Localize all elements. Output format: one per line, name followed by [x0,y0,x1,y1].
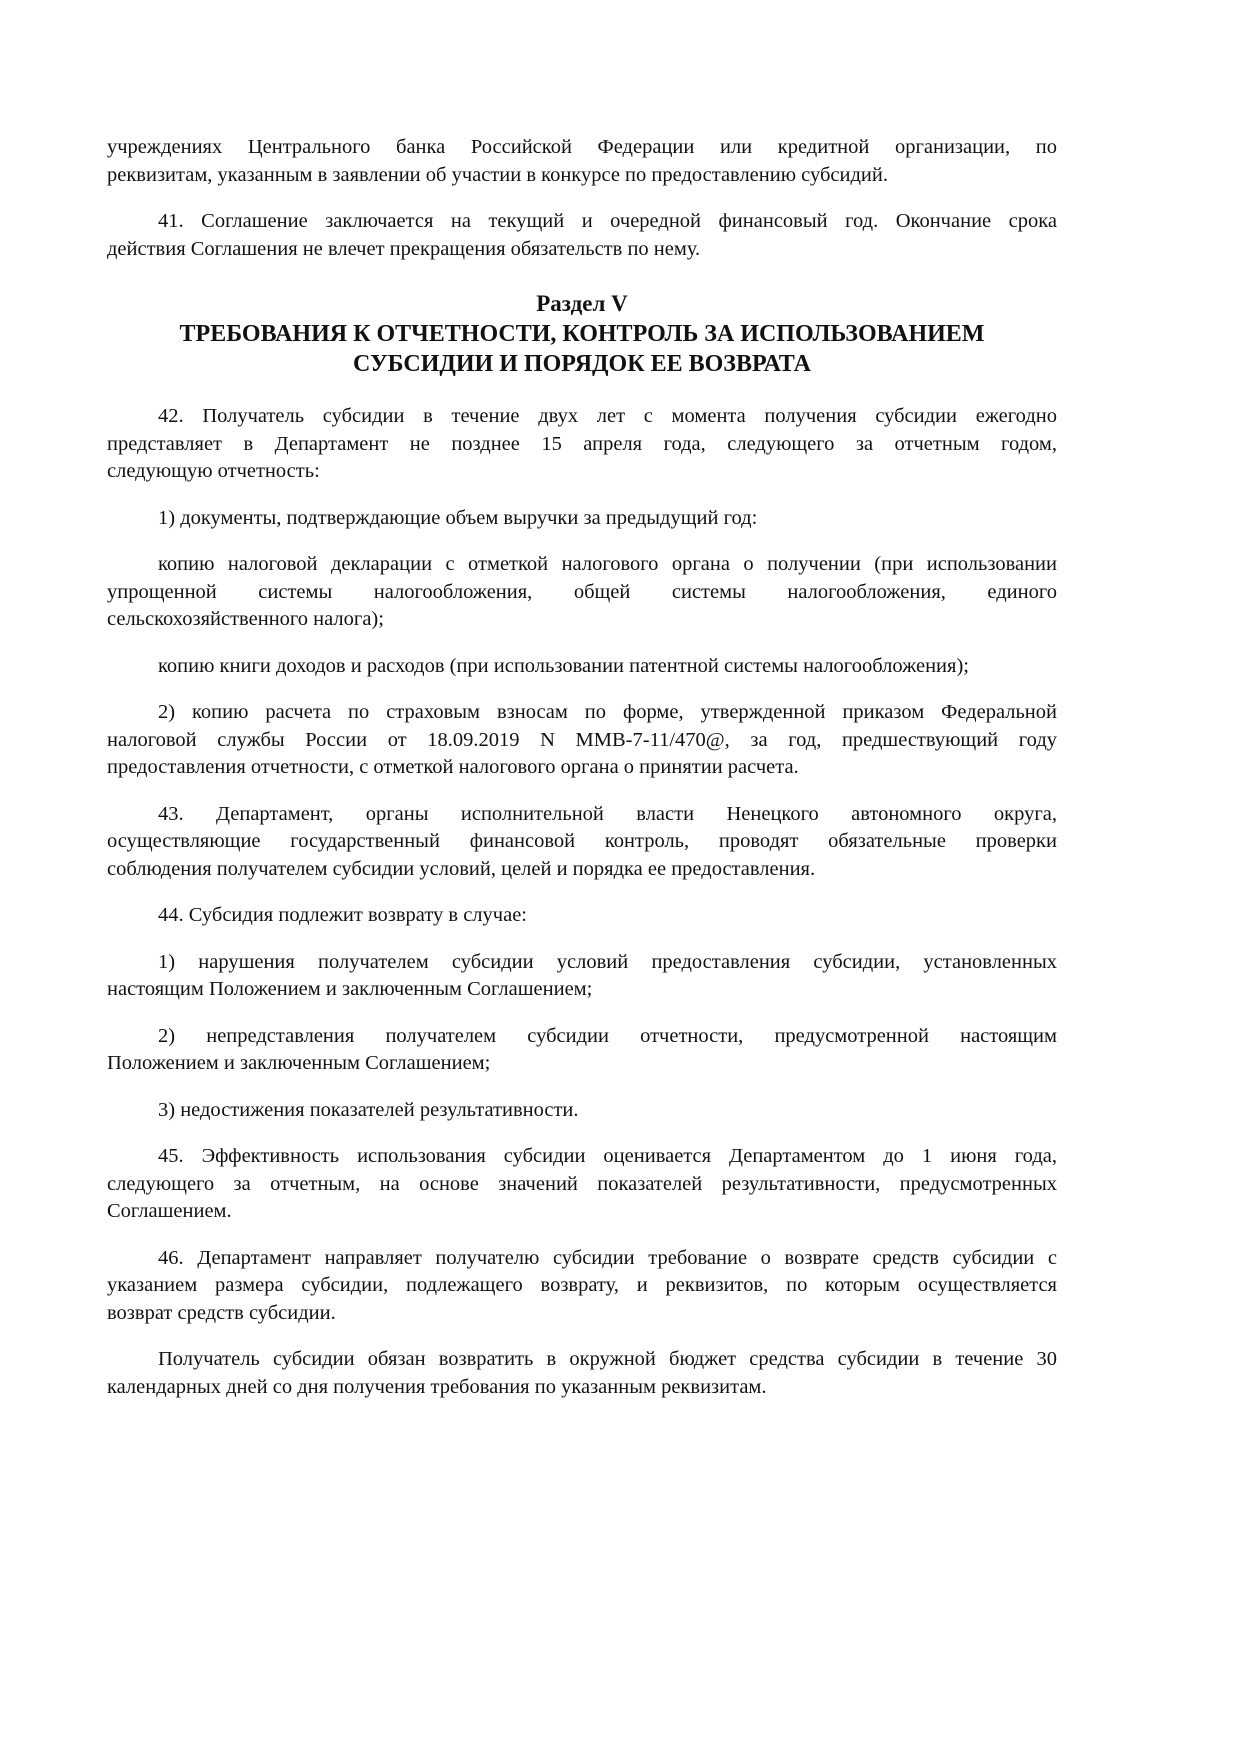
text-line: сельскохозяйственного налога); [107,608,384,630]
text-line: следующего за отчетным, на основе значений показателей результативности, предусмотренных [107,1172,1057,1195]
text-line: 3) недостижения показателей результативности. [158,1098,579,1121]
paragraph [107,1143,1057,1226]
paragraph [107,134,1057,189]
paragraph [107,505,1057,533]
section-title-line: СУБСИДИИ И ПОРЯДОК ЕЕ ВОЗВРАТА [353,351,811,377]
text-line: представляет в Департамент не позднее 15 апреля года, следующего за отчетным годом, [107,432,1057,455]
paragraph [107,551,1057,634]
text-line: следующую отчетность: [107,460,320,482]
paragraph [107,699,1057,782]
text-line: календарных дней со дня получения требования по указанным реквизитам. [107,1375,767,1398]
section-number: Раздел V [536,291,628,316]
text-line: учреждениях Центрального банка Российской Федерации или кредитной организации, по [107,136,1057,158]
text-line: 46. Департамент направляет получателю субсидии требование о возврате средств субсидии с [158,1246,1057,1269]
text-line: 41. Соглашение заключается на текущий и очередной финансовый год. Окончание срока [158,210,1057,232]
paragraphs-after-section [107,403,1057,1401]
text-line: настоящим Положением и заключенным Соглашением; [107,978,593,1000]
text-line: предоставления отчетности, с отметкой налогового органа о принятии расчета. [107,756,799,778]
paragraph [107,403,1057,486]
text-line: возврат средств субсидии. [107,1301,336,1324]
paragraph [107,801,1057,884]
text-line: упрощенной системы налогообложения, общей системы налогообложения, единого [107,580,1057,603]
text-line: Соглашением. [107,1200,232,1222]
document-page [107,134,1057,1420]
text-line: реквизитам, указанным в заявлении об участии в конкурсе по предоставлению субсидий. [107,163,888,186]
paragraph [107,1023,1057,1078]
text-line: налоговой службы России от 18.09.2019 N ММВ-7-11/470@, за год, предшествующий году [107,728,1057,751]
paragraph [107,653,1057,681]
text-line: 1) нарушения получателем субсидии условий предоставления субсидии, установленных [158,950,1057,973]
text-line: Положением и заключенным Соглашением; [107,1052,491,1074]
text-line: действия Соглашения не влечет прекращения обязательств по нему. [107,237,701,260]
paragraph [107,1245,1057,1328]
text-line: осуществляющие государственный финансовой контроль, проводят обязательные проверки [107,830,1057,852]
paragraph [107,949,1057,1004]
text-line: 1) документы, подтверждающие объем выручки за предыдущий год: [158,506,758,529]
text-line: 44. Субсидия подлежит возврату в случае: [158,904,527,926]
text-line: 2) непредставления получателем субсидии отчетности, предусмотренной настоящим [158,1024,1057,1047]
text-line: 45. Эффективность использования субсидии оценивается Департаментом до 1 июня года, [158,1145,1057,1167]
text-line: Получатель субсидии обязан возвратить в окружной бюджет средства субсидии в течение 30 [158,1348,1057,1370]
paragraph [107,1346,1057,1401]
paragraph [107,1097,1057,1125]
section-heading [107,289,1057,379]
text-line: 2) копию расчета по страховым взносам по форме, утвержденной приказом Федеральной [158,701,1057,723]
section-title-line: ТРЕБОВАНИЯ К ОТЧЕТНОСТИ, КОНТРОЛЬ ЗА ИСПОЛЬЗОВАНИЕМ [179,321,985,347]
paragraph [107,902,1057,930]
text-line: копию налоговой декларации с отметкой налогового органа о получении (при использовании [158,553,1057,575]
text-line: копию книги доходов и расходов (при использовании патентной системы налогообложения); [158,654,969,677]
text-line: указанием размера субсидии, подлежащего возврату, и реквизитов, по которым осуществляется [107,1274,1057,1296]
paragraphs-before-section [107,134,1057,263]
paragraph [107,208,1057,263]
text-line: 43. Департамент, органы исполнительной власти Ненецкого автономного округа, [158,802,1057,825]
text-line: соблюдения получателем субсидии условий, целей и порядка ее предоставления. [107,857,816,880]
text-line: 42. Получатель субсидии в течение двух лет с момента получения субсидии ежегодно [158,405,1057,427]
